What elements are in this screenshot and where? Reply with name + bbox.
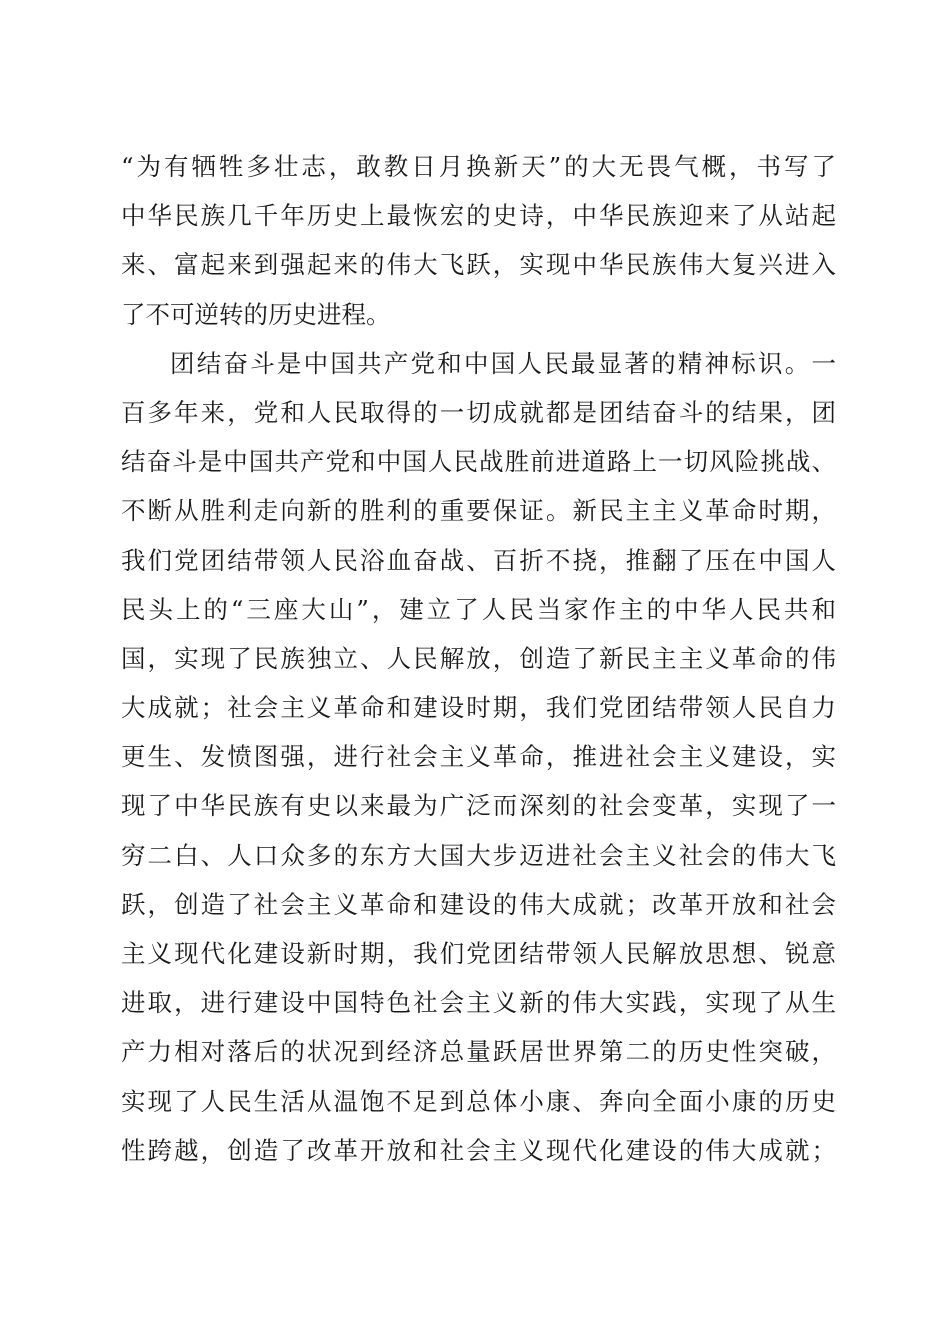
text-line: 进取，进行建设中国特色社会主义新的伟大实践，实现了从生	[121, 988, 836, 1018]
text-line: 现了中华民族有史以来最为广泛而深刻的社会变革，实现了一	[121, 791, 836, 821]
paragraph-first-line: 团结奋斗是中国共产党和中国人民最显著的精神标识。一	[170, 348, 836, 378]
text-line: 实现了人民生活从温饱不足到总体小康、奔向全面小康的历史	[121, 1086, 836, 1116]
text-line: 结奋斗是中国共产党和中国人民战胜前进道路上一切风险挑战、	[121, 447, 836, 477]
text-line: “为有牺牲多壮志，敢教日月换新天”的大无畏气概，书写了	[121, 152, 836, 181]
text-line: 大成就；社会主义革命和建设时期，我们党团结带领人民自力	[121, 693, 836, 723]
text-line: 性跨越，创造了改革开放和社会主义现代化建设的伟大成就；	[121, 1135, 836, 1165]
text-line: 产力相对落后的状况到经济总量跃居世界第二的历史性突破，	[121, 1037, 836, 1067]
text-line: 来、富起来到强起来的伟大飞跃，实现中华民族伟大复兴进入	[121, 250, 836, 280]
text-line: 主义现代化建设新时期，我们党团结带领人民解放思想、锐意	[121, 939, 836, 968]
text-line: 百多年来，党和人民取得的一切成就都是团结奋斗的结果，团	[121, 397, 836, 427]
text-line: 穷二白、人口众多的东方大国大步迈进社会主义社会的伟大飞	[121, 840, 836, 870]
text-line: 不断从胜利走向新的胜利的重要保证。新民主主义革命时期，	[121, 496, 836, 526]
body-text	[121, 142, 836, 1175]
text-line: 了不可逆转的历史进程。	[121, 299, 391, 329]
text-line: 国，实现了民族独立、人民解放，创造了新民主主义革命的伟	[121, 643, 836, 673]
text-line: 我们党团结带领人民浴血奋战、百折不挠，推翻了压在中国人	[121, 545, 836, 575]
text-line: 中华民族几千年历史上最恢宏的史诗，中华民族迎来了从站起	[121, 201, 836, 231]
text-line: 民头上的“三座大山”，建立了人民当家作主的中华人民共和	[121, 594, 836, 624]
text-line: 更生、发愤图强，进行社会主义革命，推进社会主义建设，实	[121, 742, 836, 772]
text-line: 跃，创造了社会主义革命和建设的伟大成就；改革开放和社会	[121, 889, 836, 919]
